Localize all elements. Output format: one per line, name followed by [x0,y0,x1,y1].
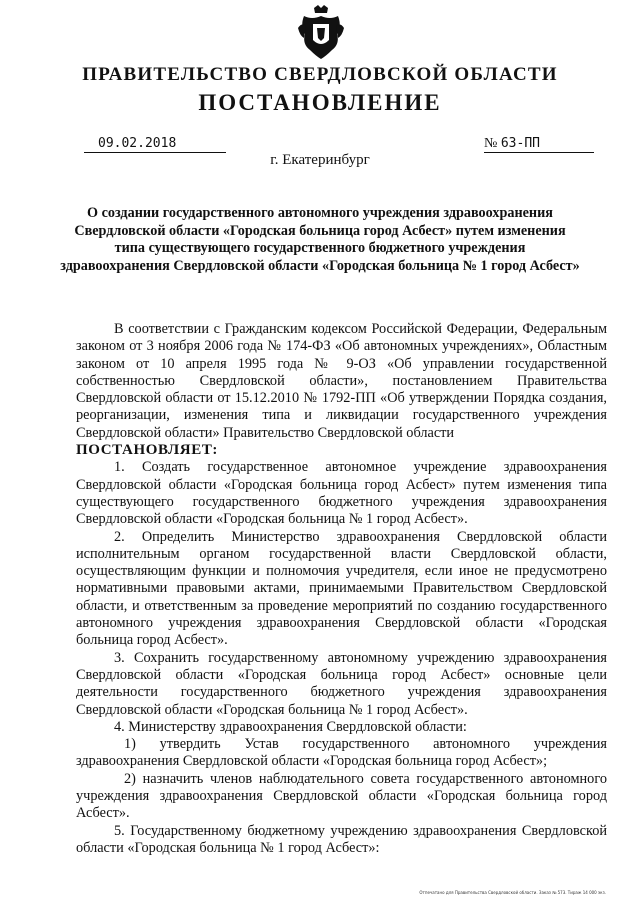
city: г. Екатеринбург [270,152,370,168]
paragraph-1: 1. Создать государственное автономное учреждение здравоохранения Свердловской области «Городская больница город Асбест» путем изменения типа существующего государственного бюджетного учреждения здравоохранения Свердловской области «Городская больница № 1 город Асбест». [76,459,607,528]
preamble: В соответствии с Гражданским кодексом Российской Федерации, Федеральным законом от 3 ноября 2006 года № 174-ФЗ «Об автономных учреждениях», Областным законом от 10 апреля 1995 года № 9-ОЗ «Об управлении государственной собственностью Свердловской области», постановлением Правительства Свердловской области от 15.12.2010 № 1792-ПП «Об утверждении Порядка создания, реорганизации, изменения типа и ликвидации государственного учреждения Свердловской области» Правительство Свердловской области [76,321,607,441]
document-title: О создании государственного автономного учреждения здравоохранения Свердловской области «Городская больница город Асбест» путем изменения типа существующего государственного бюджетного учреждения здравоохранения Свердловской области «Городская больница № 1 город Асбест» [60,205,580,274]
government-name: ПРАВИТЕЛЬСТВО СВЕРДЛОВСКОЙ ОБЛАСТИ [82,64,558,85]
resolves-heading: ПОСТАНОВЛЯЕТ: [76,442,219,459]
paragraph-4-1: 1) утвердить Устав государственного автономного учреждения здравоохранения Свердловской области «Городская больница город Асбест»; [76,736,607,770]
paragraph-5: 5. Государственному бюджетному учреждению здравоохранения Свердловской области «Городская больница № 1 город Асбест»: [76,822,607,856]
number-value: 63-ПП [500,136,540,151]
document-type: ПОСТАНОВЛЕНИЕ [198,90,442,115]
paragraph-3: 3. Сохранить государственному автономному учреждению здравоохранения Свердловской области «Городская больница город Асбест» основные цели деятельности государственного бюджетного учреждения здравоохранения Свердловской области «Городская больница № 1 город Асбест». [76,649,607,718]
document-date: 09.02.2018 [84,135,226,153]
coat-of-arms-icon [296,4,346,60]
number-prefix: № [484,136,498,151]
document-number [484,135,594,153]
paragraph-2: 2. Определить Министерство здравоохранения Свердловской области исполнительным органом государственной власти Свердловской области, осуществляющим функции и полномочия учредителя, если иное не предусмотрено нормативными правовыми актами, принимаемыми Правительством Свердловской области, и ответственным за проведение мероприятий по созданию государственного автономного учреждения здравоохранения Свердловской области «Городская больница город Асбест». [76,528,607,649]
print-footer: Отпечатано для Правительства Свердловской области. Заказ № 573. Тираж 14 000 экз. [419,890,606,895]
document-body [76,321,607,857]
paragraph-4-2: 2) назначить членов наблюдательного совета государственного автономного учреждения здравоохранения Свердловской области «Городская больница город Асбест». [76,770,607,822]
paragraph-4: 4. Министерству здравоохранения Свердловской области: [114,718,467,735]
